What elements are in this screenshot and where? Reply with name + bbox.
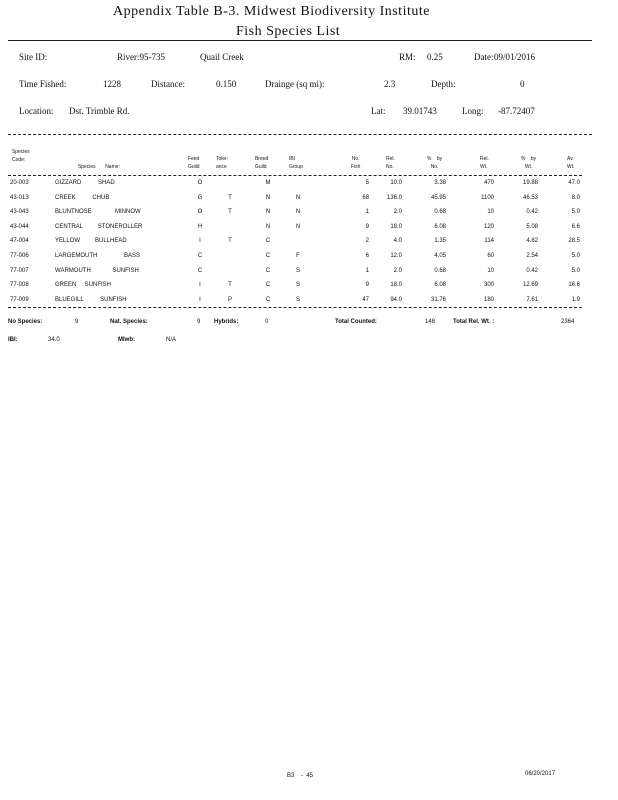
cell-rel-wt: 1100 (481, 194, 494, 201)
cell-ibi-group: N (295, 194, 301, 201)
cell-species-code: 43-044 (10, 223, 29, 230)
cell-rel-wt: 300 (483, 282, 494, 289)
cell-av-wt: 8.0 (571, 194, 580, 201)
cell-rel-wt: 60 (487, 253, 494, 259)
total-counted-label: Total Counted: (335, 319, 377, 325)
cell-av-wt: 28.5 (568, 238, 580, 245)
drainage-value: 2.3 (384, 79, 396, 89)
cell-rel-no: 18.0 (390, 282, 402, 289)
cell-feed-guild: O (197, 180, 203, 186)
cell-no-fish: 1 (365, 209, 369, 216)
cell-av-wt: 47.0 (568, 180, 580, 186)
cell-species-code: 77-008 (10, 282, 29, 289)
rm-value: 0.25 (427, 52, 443, 62)
total-rel-wt-value: 2364 (561, 319, 575, 325)
cell-feed-guild: H (197, 223, 203, 230)
nat-species-label: Nat. Species: (110, 319, 148, 325)
time-fished-value: 1228 (103, 79, 121, 89)
cell-av-wt: 5.0 (571, 253, 580, 259)
cell-breed-guild: C (265, 267, 271, 274)
total-counted-value: 148 (425, 319, 436, 325)
cell-pct-by-wt: 0.42 (526, 267, 538, 274)
no-species-label: No Species: (8, 319, 43, 325)
site-id-value: River:95-735 (117, 52, 165, 62)
cell-species-name: CREEK CHUB (55, 194, 110, 201)
header-divider (8, 134, 592, 135)
cell-pct-by-no: 31.76 (430, 296, 446, 303)
ibi-label: IBI: (8, 337, 18, 343)
cell-feed-guild: O (197, 209, 203, 216)
cell-breed-guild: N (265, 223, 271, 230)
col-rel-no: Rel. No. (386, 156, 395, 170)
cell-rel-wt: 10 (487, 267, 494, 274)
col-feed-guild: Feed Guild (188, 156, 200, 170)
hybrids-value: 0 (265, 319, 269, 325)
miwb-label: MIwb: (118, 337, 135, 343)
miwb-value: N/A (166, 337, 177, 343)
stream-name: Quail Creek (200, 52, 244, 62)
cell-tolerance: T (228, 194, 232, 201)
col-tolerance: Toler- ance (216, 156, 229, 170)
ibi-value: 34.0 (48, 337, 60, 343)
long-value: -87.72407 (498, 106, 535, 116)
cell-rel-no: 94.0 (390, 296, 402, 303)
time-fished-label: Time Fished: (19, 79, 67, 89)
depth-label: Depth: (431, 79, 456, 89)
table-bottom-divider (8, 307, 582, 308)
cell-rel-no: 2.0 (393, 267, 402, 274)
lat-value: 39.01743 (403, 106, 437, 116)
depth-value: 0 (520, 79, 525, 89)
cell-av-wt: 16.6 (568, 282, 580, 289)
total-rel-wt-label: Total Rel. Wt. : (453, 319, 495, 325)
cell-species-name: BLUNTNOSE MINNOW (55, 209, 141, 216)
cell-feed-guild: C (197, 253, 203, 259)
cell-pct-by-no: 45.95 (430, 194, 446, 201)
cell-rel-wt: 180 (483, 296, 494, 303)
cell-av-wt: 5.0 (571, 209, 580, 216)
cell-ibi-group: S (295, 282, 300, 289)
cell-pct-by-no: 3.38 (434, 180, 446, 186)
cell-no-fish: 2 (365, 238, 369, 245)
cell-ibi-group: S (295, 267, 300, 274)
col-species-code: Species Code: (12, 149, 30, 163)
col-breed-guild: Breed Guild (255, 156, 269, 170)
cell-species-name: BLUEGILL SUNFISH (55, 296, 127, 303)
col-no-fish: No. Fish (351, 156, 361, 170)
col-av-wt: Av. Wt. (567, 156, 575, 170)
cell-tolerance: T (228, 209, 232, 216)
cell-species-code: 43-013 (10, 194, 29, 201)
title-rule (8, 40, 592, 41)
cell-pct-by-wt: 0.42 (526, 209, 538, 216)
cell-pct-by-no: 4.05 (434, 253, 446, 259)
cell-feed-guild: C (197, 267, 203, 274)
cell-tolerance: T (228, 282, 232, 289)
cell-species-name: LARGEMOUTH BASS (55, 253, 141, 259)
cell-breed-guild: N (265, 194, 271, 201)
no-species-value: 9 (75, 319, 79, 325)
cell-species-name: GREEN SUNFISH (55, 282, 112, 289)
col-ibi-group: IBI Group (289, 156, 303, 170)
cell-no-fish: 47 (362, 296, 369, 303)
cell-rel-no: 10.0 (390, 180, 402, 186)
cell-pct-by-no: 1.35 (434, 238, 446, 245)
cell-pct-by-wt: 5.08 (526, 223, 538, 230)
cell-rel-no: 2.0 (393, 209, 402, 216)
cell-rel-wt: 114 (484, 238, 494, 245)
cell-ibi-group: N (295, 209, 301, 216)
cell-rel-wt: 470 (483, 180, 494, 186)
location-label: Location: (19, 106, 54, 116)
cell-pct-by-wt: 12.69 (522, 282, 538, 289)
cell-species-code: 47-004 (10, 238, 29, 245)
cell-no-fish: 68 (362, 194, 369, 201)
cell-ibi-group: S (295, 296, 300, 303)
cell-no-fish: 6 (365, 253, 369, 259)
cell-breed-guild: C (265, 253, 271, 259)
cell-tolerance: P (227, 296, 232, 303)
col-pct-by-wt: % by Wt. (521, 156, 537, 170)
cell-rel-wt: 10 (487, 209, 494, 216)
cell-species-code: 20-003 (10, 180, 29, 186)
cell-pct-by-wt: 7.61 (526, 296, 538, 303)
hybrids-label: Hybrids: (214, 319, 239, 325)
cell-feed-guild: I (199, 282, 201, 289)
cell-pct-by-no: 0.68 (434, 209, 446, 216)
rm-label: RM: (399, 52, 416, 62)
cell-species-name: YELLOW BULLHEAD (55, 238, 127, 245)
col-pct-by-no: % by No. (427, 156, 443, 170)
distance-label: Distance: (151, 79, 185, 89)
report-title: Appendix Table B-3. Midwest Biodiversity Institute (113, 4, 430, 19)
distance-value: 0.150 (216, 79, 237, 89)
date-label: Date: (474, 52, 494, 62)
column-header-divider (8, 175, 582, 176)
cell-rel-wt: 120 (483, 223, 494, 230)
print-date: 06/20/2017 (525, 771, 556, 777)
cell-av-wt: 5.0 (571, 267, 580, 274)
cell-no-fish: 9 (365, 282, 369, 289)
cell-pct-by-wt: 19.88 (522, 180, 538, 186)
drainage-label: Drainge (sq mi): (265, 79, 325, 89)
cell-av-wt: 6.6 (571, 223, 580, 230)
page-number: B3 - 45 (287, 773, 314, 779)
cell-rel-no: 12.0 (390, 253, 402, 259)
cell-no-fish: 5 (365, 180, 369, 186)
cell-pct-by-no: 0.68 (434, 267, 446, 274)
cell-tolerance: T (228, 238, 232, 245)
cell-species-code: 43-043 (10, 209, 29, 216)
cell-rel-no: 18.0 (390, 223, 402, 230)
cell-rel-no: 4.0 (393, 238, 402, 245)
nat-species-value: 9 (197, 319, 201, 325)
col-rel-wt: Rel. Wt. (480, 156, 489, 170)
cell-species-name: WARMOUTH SUNFISH (55, 267, 139, 274)
cell-breed-guild: C (265, 296, 271, 303)
cell-breed-guild: N (265, 209, 271, 216)
cell-pct-by-no: 6.08 (434, 282, 446, 289)
site-id-label: Site ID: (19, 52, 48, 62)
cell-no-fish: 1 (365, 267, 369, 274)
cell-breed-guild: C (265, 238, 271, 245)
cell-no-fish: 9 (365, 223, 369, 230)
lat-label: Lat: (371, 106, 386, 116)
cell-ibi-group: N (295, 223, 301, 230)
cell-feed-guild: I (199, 296, 201, 303)
cell-pct-by-wt: 4.82 (526, 238, 538, 245)
cell-species-code: 77-009 (10, 296, 29, 303)
col-species-name: Species Name: (78, 164, 120, 170)
cell-breed-guild: M (265, 180, 271, 186)
cell-pct-by-no: 6.08 (434, 223, 446, 230)
cell-species-name: GIZZARD SHAD (55, 180, 115, 186)
cell-species-code: 77-006 (10, 253, 29, 259)
cell-breed-guild: C (265, 282, 271, 289)
location-value: Dst. Trimble Rd. (69, 106, 130, 116)
long-label: Long: (462, 106, 484, 116)
date-value: 09/01/2016 (494, 52, 536, 62)
report-subtitle: Fish Species List (236, 24, 341, 39)
cell-pct-by-wt: 2.54 (526, 253, 538, 259)
cell-feed-guild: G (197, 194, 203, 201)
cell-species-name: CENTRAL STONEROLLER (55, 223, 143, 230)
cell-pct-by-wt: 46.53 (522, 194, 538, 201)
cell-feed-guild: I (199, 238, 201, 245)
cell-av-wt: 1.9 (571, 296, 580, 303)
cell-species-code: 77-007 (10, 267, 29, 274)
cell-ibi-group: F (296, 253, 300, 259)
cell-rel-no: 136.0 (386, 194, 402, 201)
